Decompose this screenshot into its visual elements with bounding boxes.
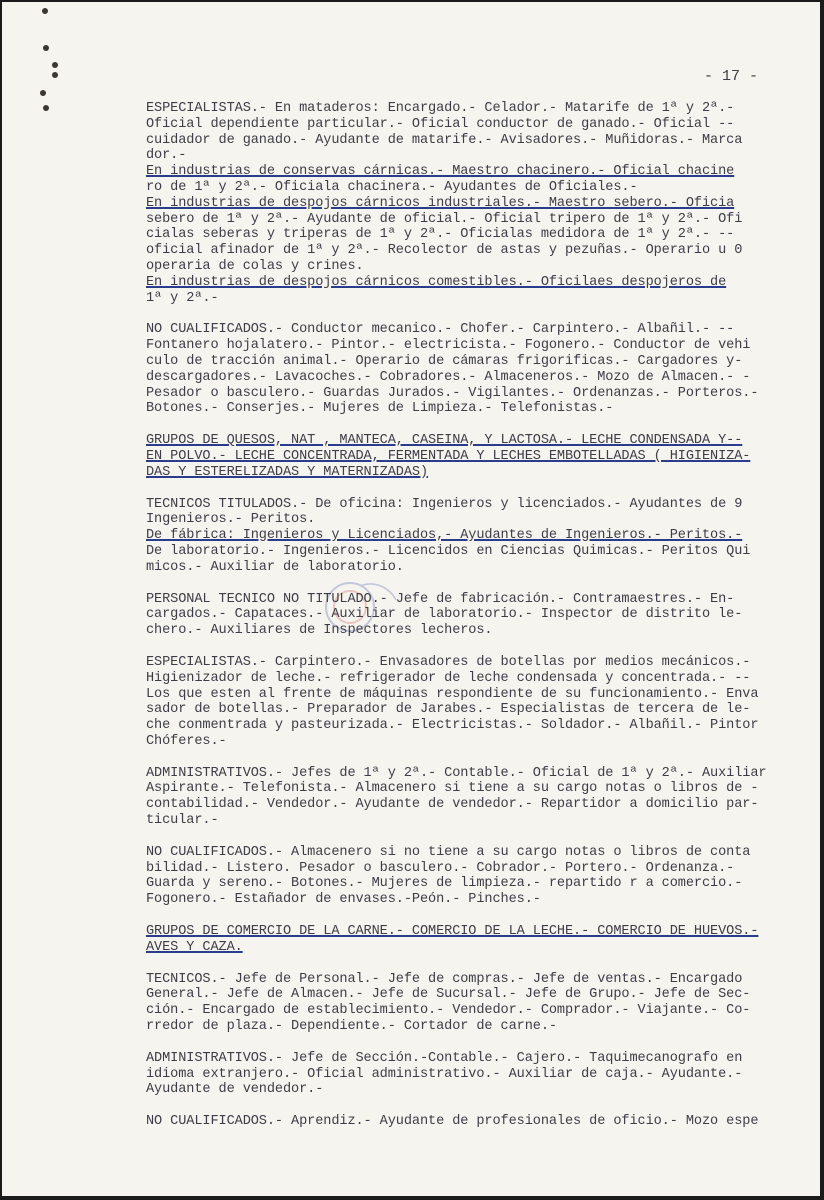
paragraph (146, 845, 796, 908)
paragraph (146, 1051, 796, 1098)
text-line: ción.- Encargado de establecimiento.- Vendedor.- Comprador.- Viajante.- Co- (146, 1003, 751, 1019)
text-line: 1ª y 2ª.- (146, 290, 219, 306)
paragraph-gap (146, 306, 796, 322)
paragraph-gap (146, 417, 796, 433)
text-line: GRUPOS DE QUESOS, NAT , MANTECA, CASEINA, Y LACTOSA.- LECHE CONDENSADA Y-- (146, 433, 743, 449)
text-line: Los que esten al frente de máquinas respondiente de su funcionamiento.- Enva (146, 686, 759, 702)
text-line: NO CUALIFICADOS.- Aprendiz.- Ayudante de profesionales de oficio.- Mozo espe (146, 1114, 759, 1130)
paragraph (146, 592, 796, 639)
text-line: micos.- Auxiliar de laboratorio. (146, 559, 404, 575)
text-line: En industrias de conservas cárnicas.- Maestro chacinero.- Oficial chacine (146, 164, 735, 180)
document-page (2, 2, 820, 1196)
text-line: TECNICOS.- Jefe de Personal.- Jefe de compras.- Jefe de ventas.- Encargado (146, 971, 743, 987)
paragraph-gap (146, 1098, 796, 1114)
page-number: - 17 - (704, 68, 759, 85)
text-line: NO CUALIFICADOS.- Almacenero si no tiene a su cargo notas o libros de conta (146, 844, 751, 860)
text-line: sebero de 1ª y 2ª.- Ayudante de oficial.- Oficial tripero de 1ª y 2ª.- Ofi (146, 211, 743, 227)
paragraph (146, 1114, 796, 1130)
text-line: descargadores.- Lavacoches.- Cobradores.- Almaceneros.- Mozo de Almacen.- - (146, 369, 751, 385)
paragraph (146, 497, 796, 576)
text-line: bilidad.- Listero. Pesador o basculero.- Cobrador.- Portero.- Ordenanza.- (146, 860, 735, 876)
text-line: Aspirante.- Telefonista.- Almacenero si tiene a su cargo notas o libros de - (146, 781, 759, 797)
text-line: rredor de plaza.- Dependiente.- Cortador de carne.- (146, 1019, 557, 1035)
paragraph-gap (146, 750, 796, 766)
text-line: oficial afinador de 1ª y 2ª.- Recolector de astas y pezuñas.- Operario u 0 (146, 243, 743, 259)
paragraph (146, 433, 796, 480)
paragraph-gap (146, 956, 796, 972)
text-line: culo de tracción animal.- Operario de cámaras frigorificas.- Cargadores y- (146, 353, 743, 369)
text-line: ESPECIALISTAS.- En mataderos: Encargado.- Celador.- Matarife de 1ª y 2ª.- (146, 101, 735, 116)
text-line: chero.- Auxiliares de Inspectores lecheros. (146, 623, 493, 639)
paragraph (146, 322, 796, 417)
text-line: De fábrica: Ingenieros y Licenciados,- Ayudantes de Ingenieros.- Peritos.- (146, 528, 743, 544)
text-line: ADMINISTRATIVOS.- Jefes de 1ª y 2ª.- Contable.- Oficial de 1ª y 2ª.- Auxiliar (146, 765, 767, 781)
paragraph-gap (146, 908, 796, 924)
text-line: ro de 1ª y 2ª.- Oficiala chacinera.- Ayudantes de Oficiales.- (146, 179, 638, 195)
paragraph-gap (146, 639, 796, 655)
text-line: Fogonero.- Estañador de envases.-Peón.- Pinches.- (146, 892, 541, 908)
text-line: PERSONAL TECNICO NO TITULADO.- Jefe de fabricación.- Contramaestres.- En- (146, 591, 735, 607)
paragraph-gap (146, 829, 796, 845)
text-line: Pesador o basculero.- Guardas Jurados.- Vigilantes.- Ordenanzas.- Porteros.- (146, 385, 759, 401)
paragraph-gap (146, 481, 796, 497)
text-line: Botones.- Conserjes.- Mujeres de Limpieza.- Telefonistas.- (146, 401, 614, 417)
text-line: AVES Y CAZA. (146, 939, 243, 955)
text-line: NO CUALIFICADOS.- Conductor mecanico.- Chofer.- Carpintero.- Albañil.- -- (146, 322, 735, 338)
paragraph (146, 655, 796, 750)
text-line: ADMINISTRATIVOS.- Jefe de Sección.-Contable.- Cajero.- Taquimecanografo en (146, 1050, 743, 1066)
paragraph (146, 101, 796, 306)
text-line: GRUPOS DE COMERCIO DE LA CARNE.- COMERCIO DE LA LECHE.- COMERCIO DE HUEVOS.- (146, 924, 759, 940)
paragraph-gap (146, 576, 796, 592)
text-line: che conmentrada y pasteurizada.- Electricistas.- Soldador.- Albañil.- Pintor (146, 718, 759, 734)
paragraph (146, 972, 796, 1035)
text-line: ESPECIALISTAS.- Carpintero.- Envasadores de botellas por medios mecánicos.- (146, 654, 751, 670)
text-line: General.- Jefe de Almacen.- Jefe de Sucursal.- Jefe de Grupo.- Jefe de Sec- (146, 987, 751, 1003)
text-line: Ayudante de vendedor.- (146, 1082, 324, 1098)
text-line: EN POLVO.- LECHE CONCENTRADA, FERMENTADA Y LECHES EMBOTELLADAS ( HIGIENIZA- (146, 448, 751, 464)
text-line: En industrias de despojos cárnicos industriales.- Maestro sebero.- Oficia (146, 195, 735, 211)
text-line: De laboratorio.- Ingenieros.- Licencidos en Ciencias Quimicas.- Peritos Qui (146, 543, 751, 559)
text-line: idioma extranjero.- Oficial administrativo.- Auxiliar de caja.- Ayudante.- (146, 1066, 743, 1082)
text-line: Ingenieros.- Peritos. (146, 512, 316, 528)
text-line: cargados.- Capataces.- Auxiliar de laboratorio.- Inspector de distrito le- (146, 607, 743, 623)
text-line: DAS Y ESTERELIZADAS Y MATERNIZADAS) (146, 464, 429, 480)
text-line: Fontanero hojalatero.- Pintor.- electricista.- Fogonero.- Conductor de vehi (146, 338, 751, 354)
text-line: Higienizador de leche.- refrigerador de leche condensada y concentrada.- -- (146, 670, 751, 686)
text-line: ticular.- (146, 813, 219, 829)
paragraph (146, 766, 796, 829)
text-line: sador de botellas.- Preparador de Jarabes.- Especialistas de tercera de le- (146, 702, 751, 718)
text-line: Guarda y sereno.- Botones.- Mujeres de limpieza.- repartido r a comercio.- (146, 876, 743, 892)
text-line: cuidador de ganado.- Ayudante de matarife.- Avisadores.- Muñidoras.- Marca (146, 132, 743, 148)
paragraph (146, 924, 796, 956)
text-line: Chóferes.- (146, 733, 227, 749)
paragraph-gap (146, 1035, 796, 1051)
text-line: contabilidad.- Vendedor.- Ayudante de vendedor.- Repartidor a domicilio par- (146, 797, 759, 813)
text-line: dor.- (146, 148, 187, 164)
text-line: operaria de colas y crines. (146, 258, 364, 274)
text-line: En industrias de despojos cárnicos comestibles.- Oficilaes despojeros de (146, 274, 727, 290)
document-body (146, 101, 796, 1130)
text-line: Oficial dependiente particular.- Oficial conductor de ganado.- Oficial -- (146, 116, 735, 132)
text-line: cialas seberas y triperas de 1ª y 2ª.- Oficialas medidora de 1ª y 2ª.- -- (146, 227, 735, 243)
text-line: TECNICOS TITULADOS.- De oficina: Ingenieros y licenciados.- Ayudantes de 9 (146, 496, 743, 512)
